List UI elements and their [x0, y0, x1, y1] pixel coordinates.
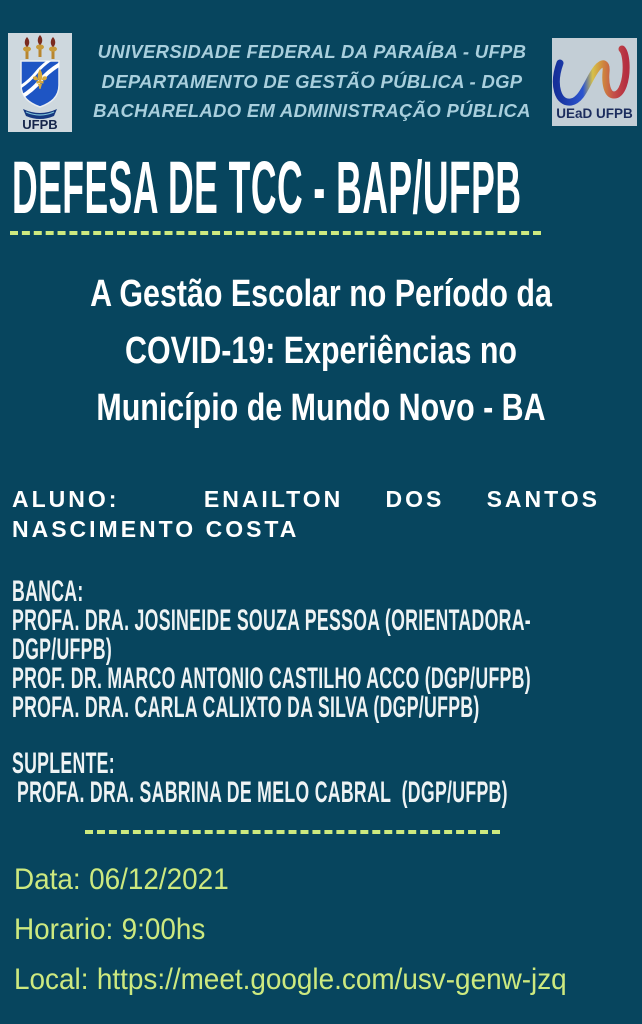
- time-value: 9:00hs: [121, 913, 206, 946]
- dashed-divider-top: [10, 231, 541, 235]
- committee-section: [12, 577, 642, 722]
- ufpb-crest-logo: [8, 33, 72, 132]
- university-name: UNIVERSIDADE FEDERAL DA PARAÍBA - UFPB: [97, 41, 527, 62]
- poster-heading: [12, 146, 642, 230]
- department-name: DEPARTAMENTO DE GESTÃO PÚBLICA - DGP: [101, 70, 523, 92]
- event-info-section: [14, 855, 608, 1005]
- substitute-member: PROFA. DRA. SABRINA DE MELO CABRAL (DGP/UFPB): [17, 776, 508, 809]
- student-name-line1: ALUNO: ENAILTON DOS SANTOS: [12, 486, 600, 512]
- ufpb-logo-label: UFPB: [22, 117, 58, 132]
- date-value: 06/12/2021: [89, 863, 229, 896]
- event-location-line: [14, 955, 567, 1005]
- institution-header: [78, 37, 546, 126]
- uead-wave-icon: [552, 38, 637, 126]
- thesis-title-line: COVID-19: Experiências no: [125, 330, 517, 372]
- student-section: [12, 484, 600, 544]
- substitute-label: SUPLENTE:: [12, 747, 115, 780]
- dashed-divider-bottom: [85, 830, 500, 834]
- event-date-line: [14, 855, 229, 905]
- poster-heading-text: DEFESA DE TCC - BAP/UFPB: [12, 146, 522, 229]
- committee-label: BANCA:: [12, 575, 84, 608]
- torch-icon: [23, 35, 57, 59]
- committee-member: PROF. DR. MARCO ANTONIO CASTILHO ACCO (DGP/UFPB): [12, 662, 531, 695]
- student-name-line2: NASCIMENTO COSTA: [12, 516, 300, 542]
- meet-link: https://meet.google.com/usv-genw-jzq: [96, 963, 567, 996]
- committee-member: PROFA. DRA. CARLA CALIXTO DA SILVA (DGP/UFPB): [12, 691, 480, 724]
- thesis-title-line: Município de Mundo Novo - BA: [96, 387, 546, 429]
- program-name: BACHARELADO EM ADMINISTRAÇÃO PÚBLICA: [93, 100, 531, 121]
- thesis-title: [0, 266, 642, 437]
- event-time-line: [14, 905, 205, 955]
- ufpb-crest-icon: [8, 33, 72, 132]
- time-label: Horario:: [14, 913, 114, 946]
- uead-ufpb-logo: [552, 38, 637, 126]
- uead-logo-label: UEaD UFPB: [556, 106, 633, 121]
- location-label: Local:: [14, 963, 89, 996]
- date-label: Data:: [14, 863, 81, 896]
- thesis-title-line: A Gestão Escolar no Período da: [90, 273, 552, 315]
- committee-member: PROFA. DRA. JOSINEIDE SOUZA PESSOA (ORIENTADORA-: [12, 604, 531, 637]
- committee-member: DGP/UFPB): [12, 633, 113, 666]
- substitute-section: [12, 749, 642, 807]
